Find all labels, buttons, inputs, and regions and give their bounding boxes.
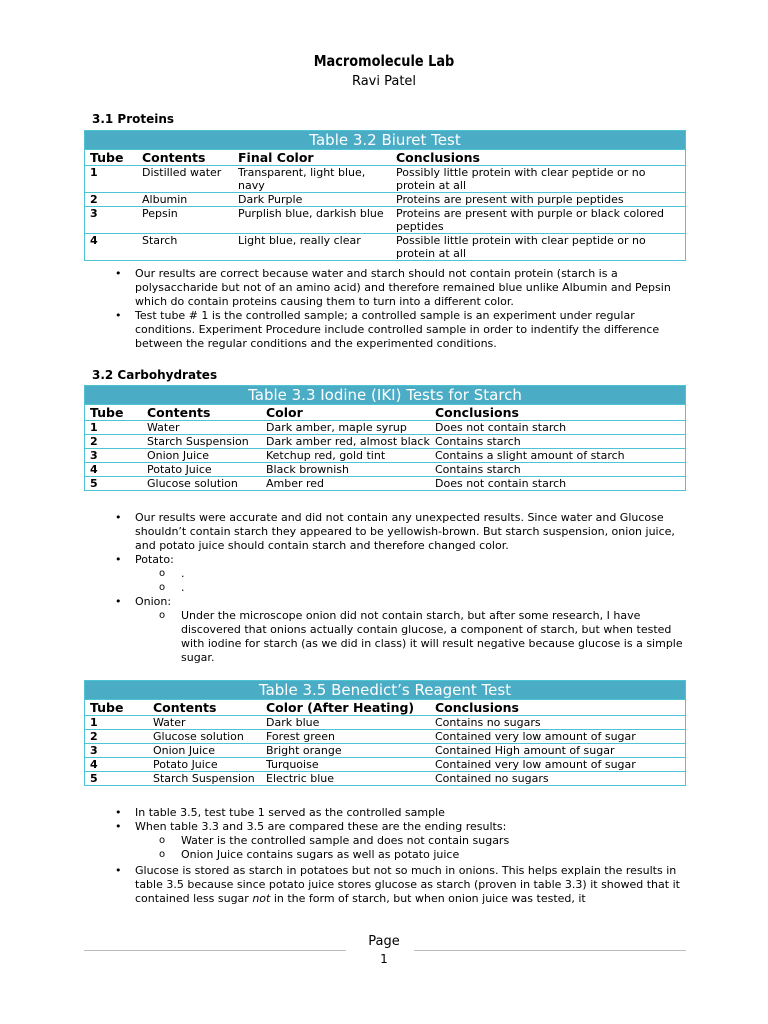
table-row — [85, 743, 685, 757]
table-cell: Dark Purple — [238, 193, 303, 206]
biuret-table — [84, 130, 686, 261]
header-cell: Color — [266, 405, 303, 420]
table-cell: Contained no sugars — [435, 772, 549, 785]
table-cell: Bright orange — [266, 744, 342, 757]
table-cell: Proteins are present with purple peptides — [396, 193, 624, 206]
table-row — [85, 729, 685, 743]
header-cell: Tube — [90, 150, 124, 165]
list-item: • Test tube # 1 is the controlled sample; a controlled sample is an experiment under regular conditions. Experiment Procedure include controlled sample in order to indentify the difference between the regular conditions and the experimented conditions. — [135, 309, 685, 351]
table-cell: Dark blue — [266, 716, 320, 729]
carbohydrates-bullets — [135, 511, 685, 665]
iodine-table — [84, 385, 686, 491]
glucose-text-emphasis: not — [252, 892, 271, 905]
doc-author: Ravi Patel — [351, 74, 417, 89]
list-item — [135, 553, 685, 595]
onion-sublist — [135, 609, 685, 665]
table-row — [85, 757, 685, 771]
benedict-table — [84, 680, 686, 786]
table-row — [85, 206, 685, 233]
table-row — [85, 462, 685, 476]
footer-line-right — [414, 950, 686, 951]
table-cell: Amber red — [266, 477, 325, 490]
sub-list-item: o . — [181, 581, 685, 595]
table-row — [85, 476, 685, 490]
glucose-text-part2: in the form of starch, but when onion juice was tested, it — [270, 892, 586, 905]
table-cell: Possible little protein with clear peptide or no protein at all — [396, 234, 646, 260]
table-header-row — [85, 150, 685, 165]
header-cell: Conclusions — [396, 150, 480, 165]
table-cell: 4 — [90, 758, 98, 771]
onion-label: Onion: — [135, 595, 172, 608]
table-row — [85, 434, 685, 448]
header-cell: Color (After Heating) — [266, 700, 415, 715]
table-cell: Dark amber red, almost black — [266, 435, 430, 448]
table-cell: Light blue, really clear — [238, 234, 361, 247]
table-cell: Ketchup red, gold tint — [266, 449, 386, 462]
table-cell: Contains no sugars — [435, 716, 541, 729]
table-row — [85, 448, 685, 462]
footer-page-label: Page — [368, 934, 400, 949]
list-item: • Our results are correct because water and starch should not contain protein (starch is a polysaccharide but not of an amino acid) and therefore remained blue unlike Albumin and Pepsin which do contain proteins causing them to turn into a different color. — [135, 267, 685, 309]
table-cell: Forest green — [266, 730, 336, 743]
header-cell: Tube — [90, 700, 124, 715]
table-cell: Transparent, light blue, navy — [238, 166, 366, 192]
footer-page-number: 1 — [380, 952, 388, 966]
comparison-sublist — [135, 834, 685, 862]
table-cell: 1 — [90, 421, 98, 434]
table-cell: Water — [147, 421, 180, 434]
header-cell: Tube — [90, 405, 124, 420]
list-item: • In table 3.5, test tube 1 served as the controlled sample — [135, 806, 685, 820]
table-cell: Does not contain starch — [435, 477, 567, 490]
header-cell: Conclusions — [435, 405, 519, 420]
table-cell: Proteins are present with purple or black colored peptides — [396, 207, 665, 233]
sub-list-item: o Onion Juice contains sugars as well as potato juice — [181, 848, 685, 862]
sub-list-item: o Under the microscope onion did not contain starch, but after some research, I have discovered that onions actually contain glucose, a component of starch, but when tested with iodine for starch (as we did in class) it will result negative because glucose is a simple sugar. — [181, 609, 685, 665]
table-cell: 3 — [90, 449, 98, 462]
sub-list-item: o Water is the controlled sample and does not contain sugars — [181, 834, 685, 848]
table-cell: Water — [153, 716, 186, 729]
table-cell: 2 — [90, 730, 98, 743]
table-row — [85, 420, 685, 434]
table-cell: Onion Juice — [153, 744, 215, 757]
table-cell: Dark amber, maple syrup — [266, 421, 407, 434]
table-cell: Glucose solution — [147, 477, 238, 490]
table-row — [85, 771, 685, 785]
table-cell: Glucose solution — [153, 730, 244, 743]
benedict-bullets — [135, 806, 685, 906]
table-cell: 3 — [90, 207, 98, 220]
table-cell: Potato Juice — [153, 758, 218, 771]
table-cell: Contained very low amount of sugar — [435, 730, 636, 743]
table-cell: Starch — [142, 234, 178, 247]
list-item — [135, 820, 685, 862]
footer-line-left — [84, 950, 346, 951]
table-header-row — [85, 405, 685, 420]
potato-sublist — [135, 567, 685, 595]
table-cell: Pepsin — [142, 207, 178, 220]
table-cell: 2 — [90, 193, 98, 206]
header-cell: Contents — [147, 405, 211, 420]
proteins-bullets — [135, 267, 685, 351]
table-cell: Purplish blue, darkish blue — [238, 207, 384, 220]
table-cell: Albumin — [142, 193, 188, 206]
comparison-intro: When table 3.3 and 3.5 are compared these are the ending results: — [135, 820, 507, 833]
table-cell: Starch Suspension — [147, 435, 249, 448]
table-cell: 1 — [90, 716, 98, 729]
table-cell: Onion Juice — [147, 449, 209, 462]
table-row — [85, 192, 685, 206]
table-cell: Turquoise — [266, 758, 319, 771]
table-cell: 5 — [90, 772, 98, 785]
table-cell: Electric blue — [266, 772, 335, 785]
list-item: • Our results were accurate and did not contain any unexpected results. Since water and Glucose shouldn’t contain starch they appeared to be yellowish-brown. But starch suspension, onion juice, and potato juice should contain starch and therefore changed color. — [135, 511, 685, 553]
table-cell: Contains a slight amount of starch — [435, 449, 625, 462]
header-cell: Conclusions — [435, 700, 519, 715]
table-cell: Contained very low amount of sugar — [435, 758, 636, 771]
table-cell: 2 — [90, 435, 98, 448]
header-cell: Contents — [153, 700, 217, 715]
table-cell: 4 — [90, 463, 98, 476]
section-heading-carbohydrates: 3.2 Carbohydrates — [92, 368, 218, 382]
table-cell: Contains starch — [435, 435, 521, 448]
list-item — [135, 595, 685, 665]
table-header-row — [85, 700, 685, 715]
table-cell: 1 — [90, 166, 98, 179]
table-cell: Does not contain starch — [435, 421, 567, 434]
table-caption: Table 3.5 Benedict’s Reagent Test — [85, 681, 685, 700]
table-caption: Table 3.2 Biuret Test — [85, 131, 685, 150]
table-caption: Table 3.3 Iodine (IKI) Tests for Starch — [85, 386, 685, 405]
doc-title: Macromolecule Lab — [313, 52, 455, 70]
list-item — [135, 864, 685, 906]
table-row — [85, 233, 685, 260]
table-cell: 5 — [90, 477, 98, 490]
table-cell: Starch Suspension — [153, 772, 255, 785]
table-cell: Possibly little protein with clear peptide or no protein at all — [396, 166, 646, 192]
table-cell: Contains starch — [435, 463, 521, 476]
table-row — [85, 165, 685, 192]
table-cell: 3 — [90, 744, 98, 757]
table-row — [85, 715, 685, 729]
glucose-text-part1: Glucose is stored as starch in potatoes but not so much in onions. This helps explain the results in table 3.5 because since potato juice stores glucose as starch (proven in table 3.3) it showed that it contained less sugar — [135, 864, 680, 905]
sub-list-item: o . — [181, 567, 685, 581]
table-cell: Contained High amount of sugar — [435, 744, 615, 757]
header-cell: Contents — [142, 150, 206, 165]
potato-label: Potato: — [135, 553, 174, 566]
table-cell: Distilled water — [142, 166, 222, 179]
table-cell: Black brownish — [266, 463, 349, 476]
table-cell: Potato Juice — [147, 463, 212, 476]
table-cell: 4 — [90, 234, 98, 247]
header-cell: Final Color — [238, 150, 314, 165]
section-heading-proteins: 3.1 Proteins — [92, 112, 175, 126]
